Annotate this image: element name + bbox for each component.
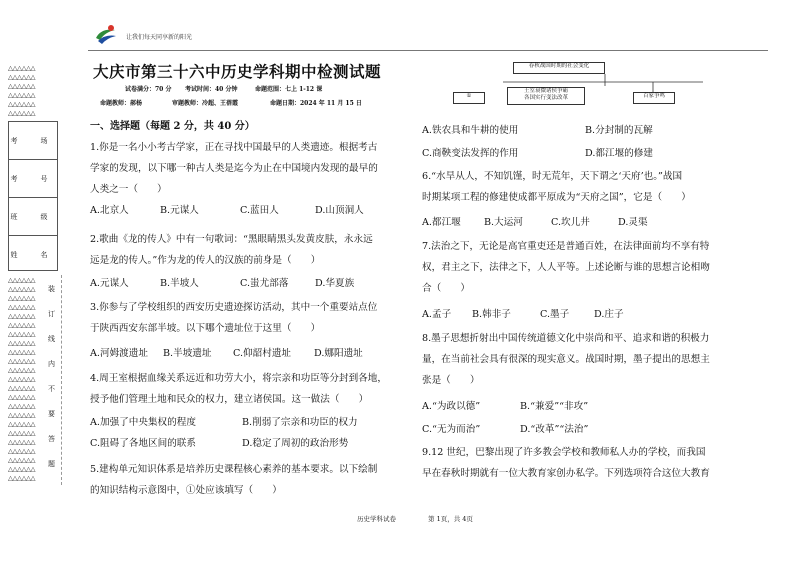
option-c[interactable]: C.“无为而治”: [422, 424, 481, 435]
option-b[interactable]: B.削弱了宗亲和功臣的权力: [242, 417, 358, 428]
option-a[interactable]: A.河姆渡遗址: [90, 348, 148, 359]
option-a[interactable]: A.都江堰: [422, 217, 461, 228]
option-b[interactable]: B.半坡人: [160, 278, 199, 289]
option-d[interactable]: D.山顶洞人: [315, 205, 364, 216]
question-4-options: [90, 412, 410, 454]
option-a[interactable]: A.“为政以德”: [422, 401, 481, 412]
exam-date: 命题日期：2024 年 11 月 15 日: [270, 100, 362, 107]
option-c[interactable]: C.蚩尤部落: [240, 278, 289, 289]
knowledge-structure-diagram: [466, 60, 708, 116]
exam-room-field: 考 场: [9, 122, 57, 160]
option-b[interactable]: B.半坡遗址: [163, 348, 212, 359]
diagram-middle: 王室衰微诸侯争霸 各国实行变法改革: [507, 87, 585, 105]
option-d[interactable]: D.华夏族: [315, 278, 355, 289]
question-4: 4.周王室根据血缘关系远近和功劳大小，将宗亲和功臣等分封到各地， 授予他们管理土地和民众的权力，建立诸侯国。这一做法（ ）: [90, 373, 387, 405]
margin-decoration-bottom: △△△△△△ △△△△△△ △△△△△△ △△△△△△ △△△△△△ △△△△△△ △△△△△△ △△△△△△ △△△△△△ △△△△△△ △△△△△△ △△△△△△ △△△△△△ △△△△△△ △△△△△△ △△△△△△ △△△△△△ △△△△△△ △△△△△△ △△△△△△ △△△△△△ △△△△△△ △△△△△△: [8, 276, 35, 482]
class-field: 班 级: [9, 198, 57, 236]
option-d[interactable]: D.“改革”“法治”: [520, 424, 589, 435]
question-5: 5.建构单元知识体系是培养历史课程核心素养的基本要求。以下绘制 的知识结构示意图中，①处应该填写（ ）: [90, 464, 378, 496]
option-a[interactable]: A.加强了中央集权的程度: [90, 417, 196, 428]
option-c[interactable]: C.阻碍了各地区间的联系: [90, 438, 196, 449]
question-6: 6.“水旱从人，不知饥馑，时无荒年，天下谓之‘天府’也。”战国 时期某项工程的修建使成都平原成为“天府之国”，它是（ ）: [422, 171, 691, 203]
seal-line-notice: 装 订 线 内 不 要 答 题: [48, 285, 55, 468]
question-3-options: [90, 343, 410, 364]
option-d[interactable]: D.灵渠: [618, 217, 648, 228]
diagram-root: 春秋战国时期的社会变化: [513, 62, 605, 74]
option-b[interactable]: B.分封制的瓦解: [585, 125, 653, 136]
option-d[interactable]: D.稳定了周初的政治形势: [242, 438, 349, 449]
footer-subject: 历史学科试卷: [357, 515, 396, 523]
school-motto: 让我们每天同享新的阳光: [126, 34, 193, 41]
question-7: 7.法治之下，无论是高官重吏还是普通百姓，在法律面前均不享有特 权，君主之下，法律之下，人人平等。上述论断与谁的思想言论相吻 合（ ）: [422, 241, 710, 294]
option-a[interactable]: A.孟子: [422, 309, 452, 320]
header-divider: [88, 50, 768, 51]
option-a[interactable]: A.北京人: [90, 205, 129, 216]
question-7-options: [422, 304, 742, 325]
exam-time: 考试时间：40 分钟: [185, 86, 238, 93]
option-c[interactable]: C.仰韶村遗址: [233, 348, 292, 359]
option-b[interactable]: B.元谋人: [160, 205, 199, 216]
option-a[interactable]: A.元谋人: [90, 278, 129, 289]
exam-score: 试卷满分：70 分: [125, 86, 172, 93]
question-2-options: [90, 273, 410, 294]
question-1: 1.你是一名小小考古学家，正在寻找中国最早的人类遗迹。根据考古 学家的发现，以下哪一种古人类是迄今为止在中国境内发现的最早的 人类之一（ ）: [90, 142, 378, 195]
seal-dashed-line: [61, 275, 62, 485]
option-c[interactable]: C.商鞅变法发挥的作用: [422, 148, 519, 159]
option-c[interactable]: C.坎儿井: [551, 217, 590, 228]
option-b[interactable]: B.韩非子: [472, 309, 511, 320]
footer-page-number: 第 1页，共 4页: [428, 515, 473, 523]
school-logo-icon: [93, 22, 119, 48]
section-heading: 一、选择题（每题 2 分，共 40 分）: [90, 121, 255, 132]
exam-range: 命题范围：七上 1-12 课: [255, 86, 323, 93]
question-5-options: [422, 120, 742, 162]
margin-decoration-top: △△△△△△ △△△△△△ △△△△△△ △△△△△△ △△△△△△ △△△△△△: [8, 64, 35, 117]
question-2: 2.歌曲《龙的传人》中有一句歌词：“黑眼睛黑头发黄皮肤，永永远 远是龙的传人。”作为龙的传人的汉族的前身是（ ）: [90, 234, 373, 266]
diagram-blank-1: ①: [453, 92, 485, 104]
option-d[interactable]: D.娜阳遗址: [314, 348, 363, 359]
exam-authors: 命题教师：郝杨: [100, 100, 143, 107]
name-field: 姓 名: [10, 250, 56, 259]
question-8: 8.墨子思想折射出中国传统道德文化中崇尚和平、追求和谐的积极力 量，在当前社会具有很深的现实意义。战国时期，墨子提出的思想主 张是（ ）: [422, 333, 710, 386]
option-b[interactable]: B.大运河: [484, 217, 523, 228]
diagram-right: 百家争鸣: [633, 92, 675, 104]
exam-title: 大庆市第三十六中历史学科期中检测试题: [93, 62, 382, 81]
option-b[interactable]: B.“兼爱”“非攻”: [520, 401, 589, 412]
exam-reviewers: 审题教师：冷超、王蓓霞: [172, 100, 239, 107]
option-a[interactable]: A.铁农具和牛耕的使用: [422, 125, 519, 136]
question-8-options: [422, 396, 742, 442]
exam-number-field: 考 号: [9, 160, 57, 198]
question-1-options: [90, 200, 410, 221]
option-d[interactable]: D.都江堰的修建: [585, 148, 653, 159]
option-c[interactable]: C.墨子: [540, 309, 570, 320]
question-9: 9.12 世纪，巴黎出现了许多教会学校和教师私人办的学校，而我国 早在春秋时期就有一位大教育家创办私学。下列选项符合这位大教育: [422, 447, 710, 479]
option-c[interactable]: C.蓝田人: [240, 205, 279, 216]
question-6-options: [422, 212, 742, 233]
option-d[interactable]: D.庄子: [594, 309, 624, 320]
question-3: 3.你参与了学校组织的西安历史遗迹探访活动，其中一个重要站点位 于陕西西安东部半坡。以下哪个遗址位于这里（ ）: [90, 302, 378, 334]
student-info-box: [8, 121, 58, 271]
